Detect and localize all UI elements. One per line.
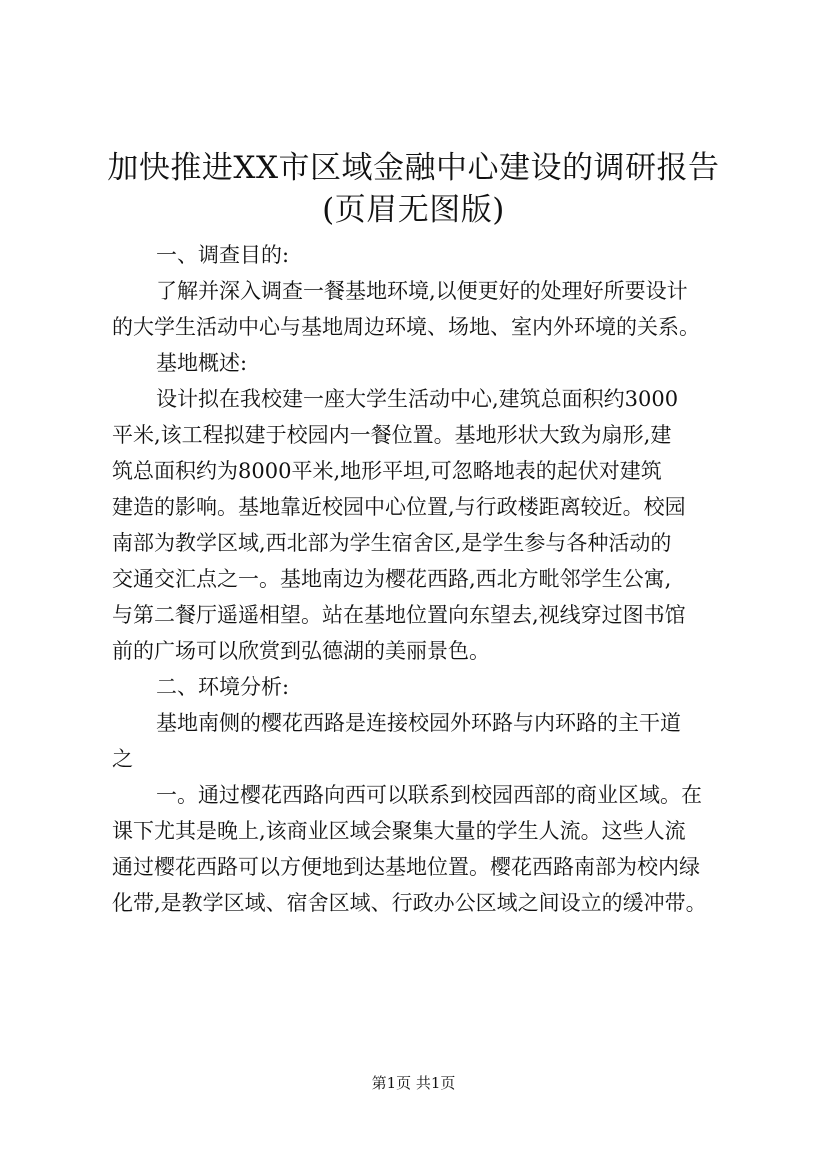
paragraph-line: 一。通过樱花西路向西可以联系到校园西部的商业区域。在 xyxy=(156,783,702,807)
paragraph-line: 南部为教学区域,西北部为学生宿舍区,是学生参与各种活动的 xyxy=(112,531,672,555)
section-heading: 基地概述: xyxy=(156,351,248,375)
section-heading: 二、环境分析: xyxy=(156,675,290,699)
paragraph-line: 与第二餐厅遥遥相望。站在基地位置向东望去,视线穿过图书馆 xyxy=(112,603,686,627)
paragraph-line: 的大学生活动中心与基地周边环境、场地、室内外环境的关系。 xyxy=(112,315,700,339)
paragraph-line: 之 xyxy=(112,747,133,771)
document-title: 加快推进XX市区域金融中心建设的调研报告 xyxy=(107,150,720,186)
paragraph-line: 基地南侧的樱花西路是连接校园外环路与内环路的主干道 xyxy=(156,711,681,735)
page-footer: 第1页 共1页 xyxy=(371,1074,456,1092)
document-body xyxy=(112,237,722,921)
paragraph-line: 前的广场可以欣赏到弘德湖的美丽景色。 xyxy=(112,639,490,663)
paragraph-line: 了解并深入调查一餐基地环境,以便更好的处理好所要设计 xyxy=(156,279,688,303)
paragraph-line: 课下尤其是晚上,该商业区域会聚集大量的学生人流。这些人流 xyxy=(112,819,686,843)
section-heading: 一、调查目的: xyxy=(156,243,290,267)
paragraph-line: 设计拟在我校建一座大学生活动中心,建筑总面积约3000 xyxy=(156,387,679,411)
paragraph-line: 平米,该工程拟建于校园内一餐位置。基地形状大致为扇形,建 xyxy=(112,423,672,447)
paragraph-line: 化带,是教学区域、宿舍区域、行政办公区域之间设立的缓冲带。 xyxy=(112,891,707,915)
document-subtitle: (页眉无图版) xyxy=(322,192,505,228)
paragraph-line: 交通交汇点之一。基地南边为樱花西路,西北方毗邻学生公寓, xyxy=(112,567,672,591)
paragraph-line: 筑总面积约为8000平米,地形平坦,可忽略地表的起伏对建筑 xyxy=(112,459,662,483)
paragraph-line: 通过樱花西路可以方便地到达基地位置。樱花西路南部为校内绿 xyxy=(112,855,700,879)
paragraph-line: 建造的影响。基地靠近校园中心位置,与行政楼距离较近。校园 xyxy=(112,495,686,519)
